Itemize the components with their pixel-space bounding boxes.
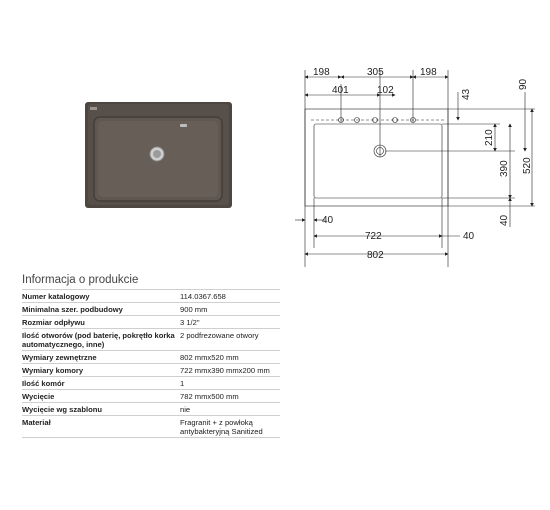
spec-label: Materiał (22, 418, 51, 427)
spec-value: 1 (180, 379, 185, 388)
spec-value: 782 mmx500 mm (180, 392, 239, 401)
spec-label: Minimalna szer. podbudowy (22, 305, 123, 314)
sink-product-photo (84, 100, 234, 210)
dim-520: 520 (522, 157, 533, 174)
spec-label: Numer katalogowy (22, 292, 90, 301)
spec-label: Wymiary komory (22, 366, 84, 375)
spec-label: Ilość otworów (pod baterię, pokrętło korka automatycznego, inne) (22, 331, 175, 349)
dim-401: 401 (332, 85, 349, 96)
spec-value: 114.0367.658 (180, 292, 226, 301)
dim-802: 802 (367, 250, 384, 261)
technical-drawing (295, 62, 545, 272)
dim-102: 102 (377, 85, 394, 96)
table-row (22, 290, 280, 303)
product-specs-table (22, 289, 280, 438)
spec-value: 722 mmx390 mmx200 mm (180, 366, 270, 375)
spec-label: Ilość komór (22, 379, 65, 388)
dim-198-right: 198 (420, 67, 437, 78)
dim-40-right: 40 (499, 214, 510, 226)
dim-43: 43 (461, 88, 472, 100)
spec-value: nie (180, 405, 191, 414)
table-row (22, 364, 280, 377)
table-row (22, 303, 280, 316)
table-row (22, 351, 280, 364)
table-row (22, 316, 280, 329)
spec-label: Rozmiar odpływu (22, 318, 85, 327)
table-row (22, 377, 280, 390)
dim-198-left: 198 (313, 67, 330, 78)
spec-value: 2 podfrezowane otwory (180, 331, 259, 340)
spec-value: 3 1/2" (180, 318, 200, 327)
dim-305: 305 (367, 67, 384, 78)
spec-value: 900 mm (180, 305, 208, 314)
spec-label: Wycięcie wg szablonu (22, 405, 103, 414)
table-row (22, 390, 280, 403)
spec-label: Wymiary zewnętrzne (22, 353, 97, 362)
spec-value: 802 mmx520 mm (180, 353, 239, 362)
dim-40-left: 40 (322, 215, 334, 226)
dim-90: 90 (518, 78, 529, 90)
section-title: Informacja o produkcie (22, 274, 139, 286)
dim-390: 390 (499, 160, 510, 177)
table-row (22, 403, 280, 416)
spec-label: Wycięcie (22, 392, 55, 401)
dim-722: 722 (365, 231, 382, 242)
spec-value: Fragranit + z powłoką antybakteryjną Sanitized (180, 418, 263, 436)
dim-210: 210 (484, 129, 495, 146)
dim-40-bottom-right: 40 (463, 231, 475, 242)
table-row (22, 416, 280, 438)
table-row (22, 329, 280, 351)
